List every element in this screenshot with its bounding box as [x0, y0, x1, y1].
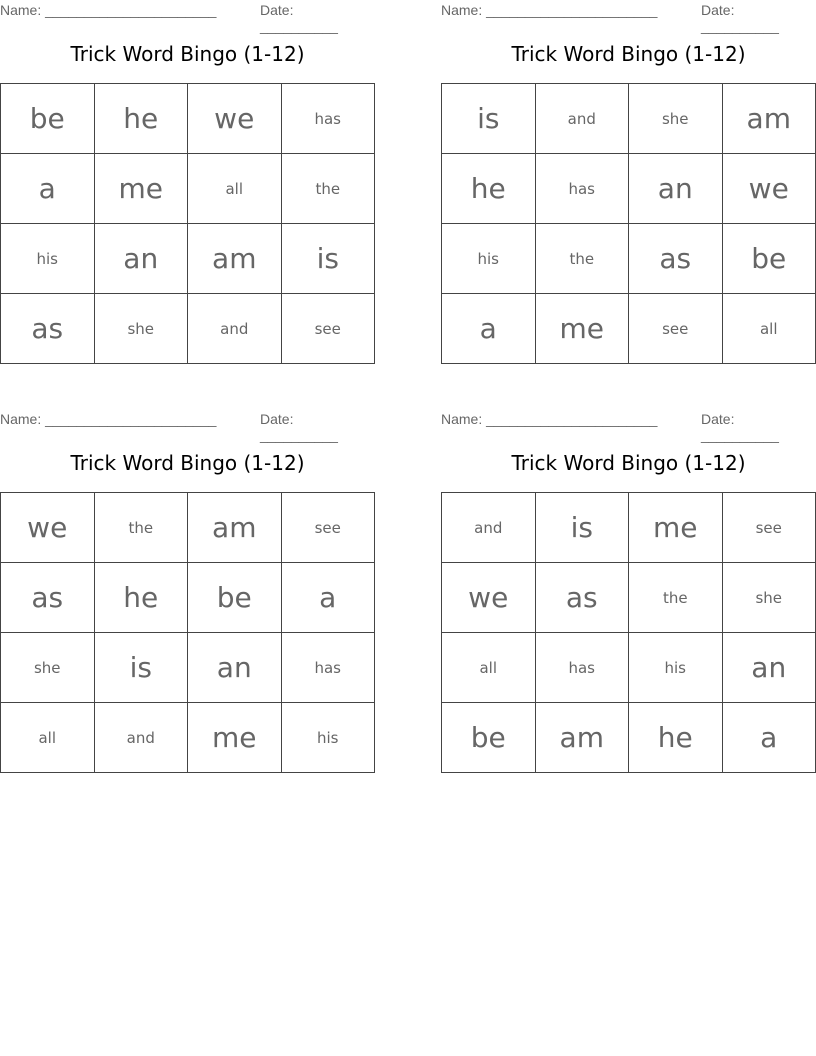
bingo-cell: the: [281, 154, 375, 224]
bingo-cell: me: [629, 493, 723, 563]
bingo-cell: she: [629, 84, 723, 154]
bingo-grid: [0, 492, 375, 773]
card-title: Trick Word Bingo (1-12): [70, 42, 305, 66]
bingo-cell: as: [1, 294, 95, 364]
bingo-cell: see: [281, 294, 375, 364]
bingo-cell: is: [442, 84, 536, 154]
name-field-label: Name: ______________________: [441, 2, 658, 18]
bingo-cell: see: [281, 493, 375, 563]
bingo-row: [442, 84, 816, 154]
bingo-cell: she: [722, 563, 816, 633]
bingo-cell: the: [629, 563, 723, 633]
bingo-cell: he: [442, 154, 536, 224]
name-field-label: Name: ______________________: [0, 411, 217, 427]
bingo-cell: be: [188, 563, 282, 633]
bingo-cell: he: [94, 563, 188, 633]
bingo-row: [1, 84, 375, 154]
bingo-cell: be: [442, 703, 536, 773]
bingo-cell: me: [535, 294, 629, 364]
bingo-cell: his: [629, 633, 723, 703]
bingo-cell: has: [535, 154, 629, 224]
bingo-cell: be: [1, 84, 95, 154]
bingo-row: [1, 633, 375, 703]
bingo-row: [1, 703, 375, 773]
bingo-row: [442, 224, 816, 294]
bingo-cell: an: [188, 633, 282, 703]
date-field-label: Date: __________: [260, 411, 338, 443]
name-date-line: [441, 2, 816, 34]
bingo-cell: we: [722, 154, 816, 224]
bingo-cell: me: [94, 154, 188, 224]
date-field-label: Date: __________: [260, 2, 338, 34]
bingo-cell: an: [94, 224, 188, 294]
bingo-cell: and: [188, 294, 282, 364]
bingo-cell: a: [722, 703, 816, 773]
bingo-cell: see: [722, 493, 816, 563]
bingo-row: [442, 493, 816, 563]
bingo-grid: [441, 492, 816, 773]
bingo-cell: an: [629, 154, 723, 224]
bingo-row: [1, 493, 375, 563]
bingo-cell: and: [535, 84, 629, 154]
bingo-row: [442, 633, 816, 703]
bingo-cell: as: [535, 563, 629, 633]
bingo-row: [442, 703, 816, 773]
card-title: Trick Word Bingo (1-12): [511, 42, 746, 66]
bingo-cell: is: [281, 224, 375, 294]
bingo-cell: me: [188, 703, 282, 773]
bingo-grid: [0, 83, 375, 364]
date-field-label: Date: __________: [701, 411, 779, 443]
bingo-grid: [441, 83, 816, 364]
bingo-card: [0, 409, 375, 784]
bingo-cell: he: [94, 84, 188, 154]
bingo-cell: all: [1, 703, 95, 773]
bingo-cell: all: [188, 154, 282, 224]
bingo-cell: an: [722, 633, 816, 703]
bingo-cell: has: [281, 633, 375, 703]
bingo-row: [1, 563, 375, 633]
bingo-cell: she: [94, 294, 188, 364]
bingo-cell: as: [629, 224, 723, 294]
name-field-label: Name: ______________________: [441, 411, 658, 427]
card-title: Trick Word Bingo (1-12): [511, 451, 746, 475]
bingo-row: [1, 224, 375, 294]
name-date-line: [0, 411, 375, 443]
name-field-label: Name: ______________________: [0, 2, 217, 18]
bingo-cell: and: [442, 493, 536, 563]
bingo-cell: and: [94, 703, 188, 773]
card-title: Trick Word Bingo (1-12): [70, 451, 305, 475]
date-field-label: Date: __________: [701, 2, 779, 34]
bingo-cell: is: [94, 633, 188, 703]
bingo-row: [442, 294, 816, 364]
bingo-cell: am: [188, 224, 282, 294]
bingo-card: [441, 0, 816, 375]
bingo-cell: be: [722, 224, 816, 294]
bingo-cell: am: [188, 493, 282, 563]
bingo-card: [441, 409, 816, 784]
bingo-cell: he: [629, 703, 723, 773]
name-date-line: [0, 2, 375, 34]
bingo-row: [1, 154, 375, 224]
bingo-cell: she: [1, 633, 95, 703]
bingo-card: [0, 0, 375, 375]
bingo-row: [442, 563, 816, 633]
bingo-cell: as: [1, 563, 95, 633]
bingo-cell: a: [281, 563, 375, 633]
bingo-cell: see: [629, 294, 723, 364]
bingo-cell: all: [442, 633, 536, 703]
bingo-cell: a: [1, 154, 95, 224]
bingo-cell: has: [281, 84, 375, 154]
bingo-cell: his: [281, 703, 375, 773]
bingo-cell: we: [188, 84, 282, 154]
bingo-cell: the: [535, 224, 629, 294]
bingo-row: [1, 294, 375, 364]
bingo-row: [442, 154, 816, 224]
bingo-cell: am: [722, 84, 816, 154]
bingo-cell: am: [535, 703, 629, 773]
name-date-line: [441, 411, 816, 443]
bingo-cell: we: [442, 563, 536, 633]
bingo-cell: all: [722, 294, 816, 364]
bingo-cell: his: [442, 224, 536, 294]
bingo-cell: a: [442, 294, 536, 364]
bingo-cell: the: [94, 493, 188, 563]
bingo-cell: has: [535, 633, 629, 703]
bingo-cell: we: [1, 493, 95, 563]
bingo-cell: is: [535, 493, 629, 563]
bingo-cell: his: [1, 224, 95, 294]
